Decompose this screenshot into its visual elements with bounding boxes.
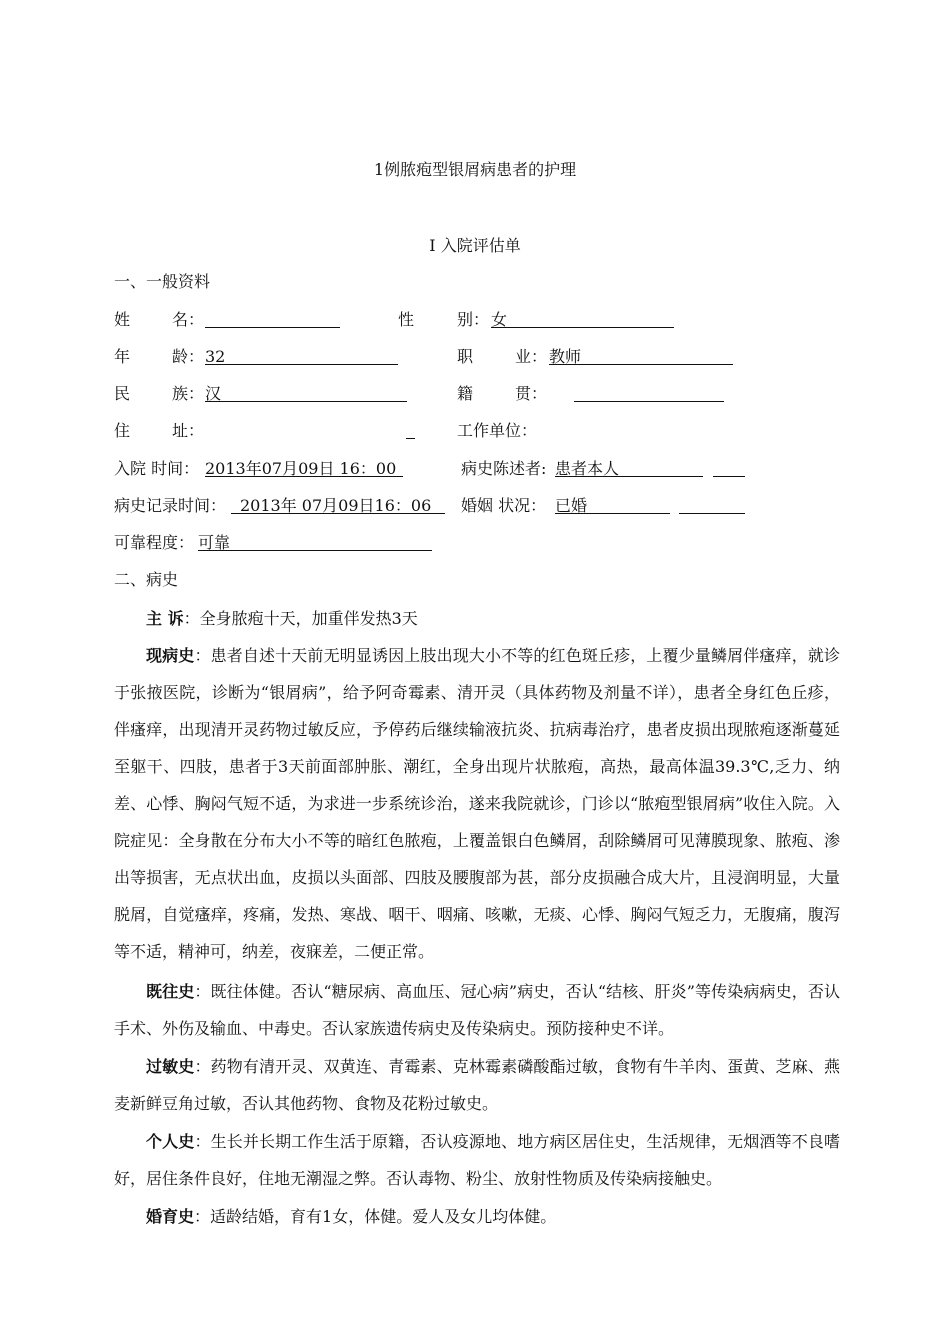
gender-value: 女: [491, 310, 508, 329]
name-label-a: 姓: [114, 310, 131, 329]
admit-field[interactable]: [205, 476, 403, 477]
marital-field-extra[interactable]: [679, 513, 745, 514]
ethnic-label-b: 族：: [172, 384, 205, 403]
ethnic-label-a: 民: [114, 384, 131, 403]
marriage-label: 婚育史: [146, 1207, 195, 1226]
native-label-a: 籍: [457, 384, 474, 403]
chief-text: ：全身脓疱十天，加重伴发热3天: [183, 609, 418, 628]
section-history: 二、病史: [114, 570, 179, 589]
present-text: ：患者自述十天前无明显诱因上肢出现大小不等的红色斑丘疹，上覆少量鳞屑伴瘙痒，就诊于张掖医院，诊断为“银屑病”，给予阿奇霉素、清开灵（具体药物及剂量不详），患者全身红色丘疹，伴瘙痒，出现清开灵药物过敏反应，予停药后继续输液抗炎、抗病毒治疗，患者皮损出现脓疱逐渐蔓延至躯干、四肢，患者于3天前面部肿胀、潮红，全身出现片状脓疱，高热，最高体温39.3℃,乏力、纳差、心悸、胸闷气短不适，为求进一步系统诊治，遂来我院就诊，门诊以“脓疱型银屑病”收住入院。入院症见：全身散在分布大小不等的暗红色脓疱，上覆盖银白色鳞屑，刮除鳞屑可见薄膜现象、脓疱、渗出等损害，无点状出血，皮损以头面部、四肢及腰腹部为甚，部分皮损融合成大片，且浸润明显，大量脱屑，自觉瘙痒，疼痛，发热、寒战、咽干、咽痛、咳嗽，无痰、心悸、胸闷气短乏力，无腹痛，腹泻等不适，精神可，纳差，夜寐差，二便正常。: [114, 646, 840, 961]
allergy-history: [114, 1048, 840, 1122]
marital-value: 已婚: [555, 496, 588, 515]
ethnic-value: 汉: [205, 384, 222, 403]
gender-label-a: 性: [398, 310, 415, 329]
age-value: 32: [205, 347, 226, 366]
allergy-text: ：药物有清开灵、双黄连、青霉素、克林霉素磷酸酯过敏，食物有牛羊肉、蛋黄、芝麻、燕麦新鲜豆角过敏，否认其他药物、食物及花粉过敏史。: [114, 1057, 840, 1113]
present-label: 现病史: [146, 646, 195, 665]
marriage-text: ：适龄结婚，育有1女，体健。爱人及女儿均体健。: [194, 1207, 557, 1226]
gender-label-b: 别：: [457, 310, 490, 329]
reliability-field[interactable]: [198, 550, 432, 551]
form-title: Ⅰ 入院评估单: [429, 236, 521, 255]
past-label: 既往史: [146, 982, 195, 1001]
name-field[interactable]: [205, 327, 340, 328]
narrator-value: 患者本人: [555, 459, 620, 478]
section-general-info: 一、一般资料: [114, 272, 211, 291]
marital-label: 婚姻 状况：: [461, 496, 547, 515]
admit-value: 2013年07月09日 16：00: [205, 459, 397, 478]
narrator-field-extra[interactable]: [713, 476, 745, 477]
age-field[interactable]: [205, 364, 398, 365]
age-label-a: 年: [114, 347, 131, 366]
past-text: ：既往体健。否认“糖尿病、高血压、冠心病”病史，否认“结核、肝炎”等传染病病史，否认手术、外伤及输血、中毒史。否认家族遗传病史及传染病史。预防接种史不详。: [114, 982, 840, 1038]
name-label-b: 名：: [172, 310, 205, 329]
job-value: 教师: [549, 347, 582, 366]
job-label-a: 职: [457, 347, 474, 366]
marriage-history: [114, 1198, 840, 1235]
personal-label: 个人史: [146, 1132, 195, 1151]
job-field[interactable]: [549, 364, 733, 365]
native-field[interactable]: [574, 401, 724, 402]
chief-complaint: [114, 600, 840, 637]
age-label-b: 龄：: [172, 347, 205, 366]
address-label-a: 住: [114, 421, 131, 440]
past-history: [114, 973, 840, 1047]
address-field[interactable]: [406, 438, 415, 439]
marital-field[interactable]: [555, 513, 670, 514]
reliability-value: 可靠: [198, 533, 231, 552]
document-title: 1例脓疱型银屑病患者的护理: [373, 160, 577, 179]
reliability-label: 可靠程度：: [114, 533, 195, 552]
personal-text: ：生长并长期工作生活于原籍，否认疫源地、地方病区居住史，生活规律，无烟酒等不良嗜好，居住条件良好，住地无潮湿之弊。否认毒物、粉尘、放射性物质及传染病接触史。: [114, 1132, 840, 1188]
allergy-label: 过敏史: [146, 1057, 195, 1076]
personal-history: [114, 1123, 840, 1197]
record-label: 病史记录时间：: [114, 496, 227, 515]
chief-label: 主 诉: [146, 609, 184, 628]
ethnic-field[interactable]: [205, 401, 407, 402]
admit-label: 入院 时间：: [114, 459, 200, 478]
narrator-label: 病史陈述者:: [461, 459, 547, 478]
record-value: 2013年 07月09日16：06: [240, 496, 432, 515]
record-field[interactable]: [231, 513, 445, 514]
job-label-b: 业：: [515, 347, 548, 366]
present-illness: [114, 637, 840, 970]
native-label-b: 贯：: [515, 384, 548, 403]
address-label-b: 址：: [172, 421, 205, 440]
gender-field[interactable]: [491, 327, 674, 328]
workunit-label: 工作单位：: [457, 421, 538, 440]
narrator-field[interactable]: [555, 476, 703, 477]
